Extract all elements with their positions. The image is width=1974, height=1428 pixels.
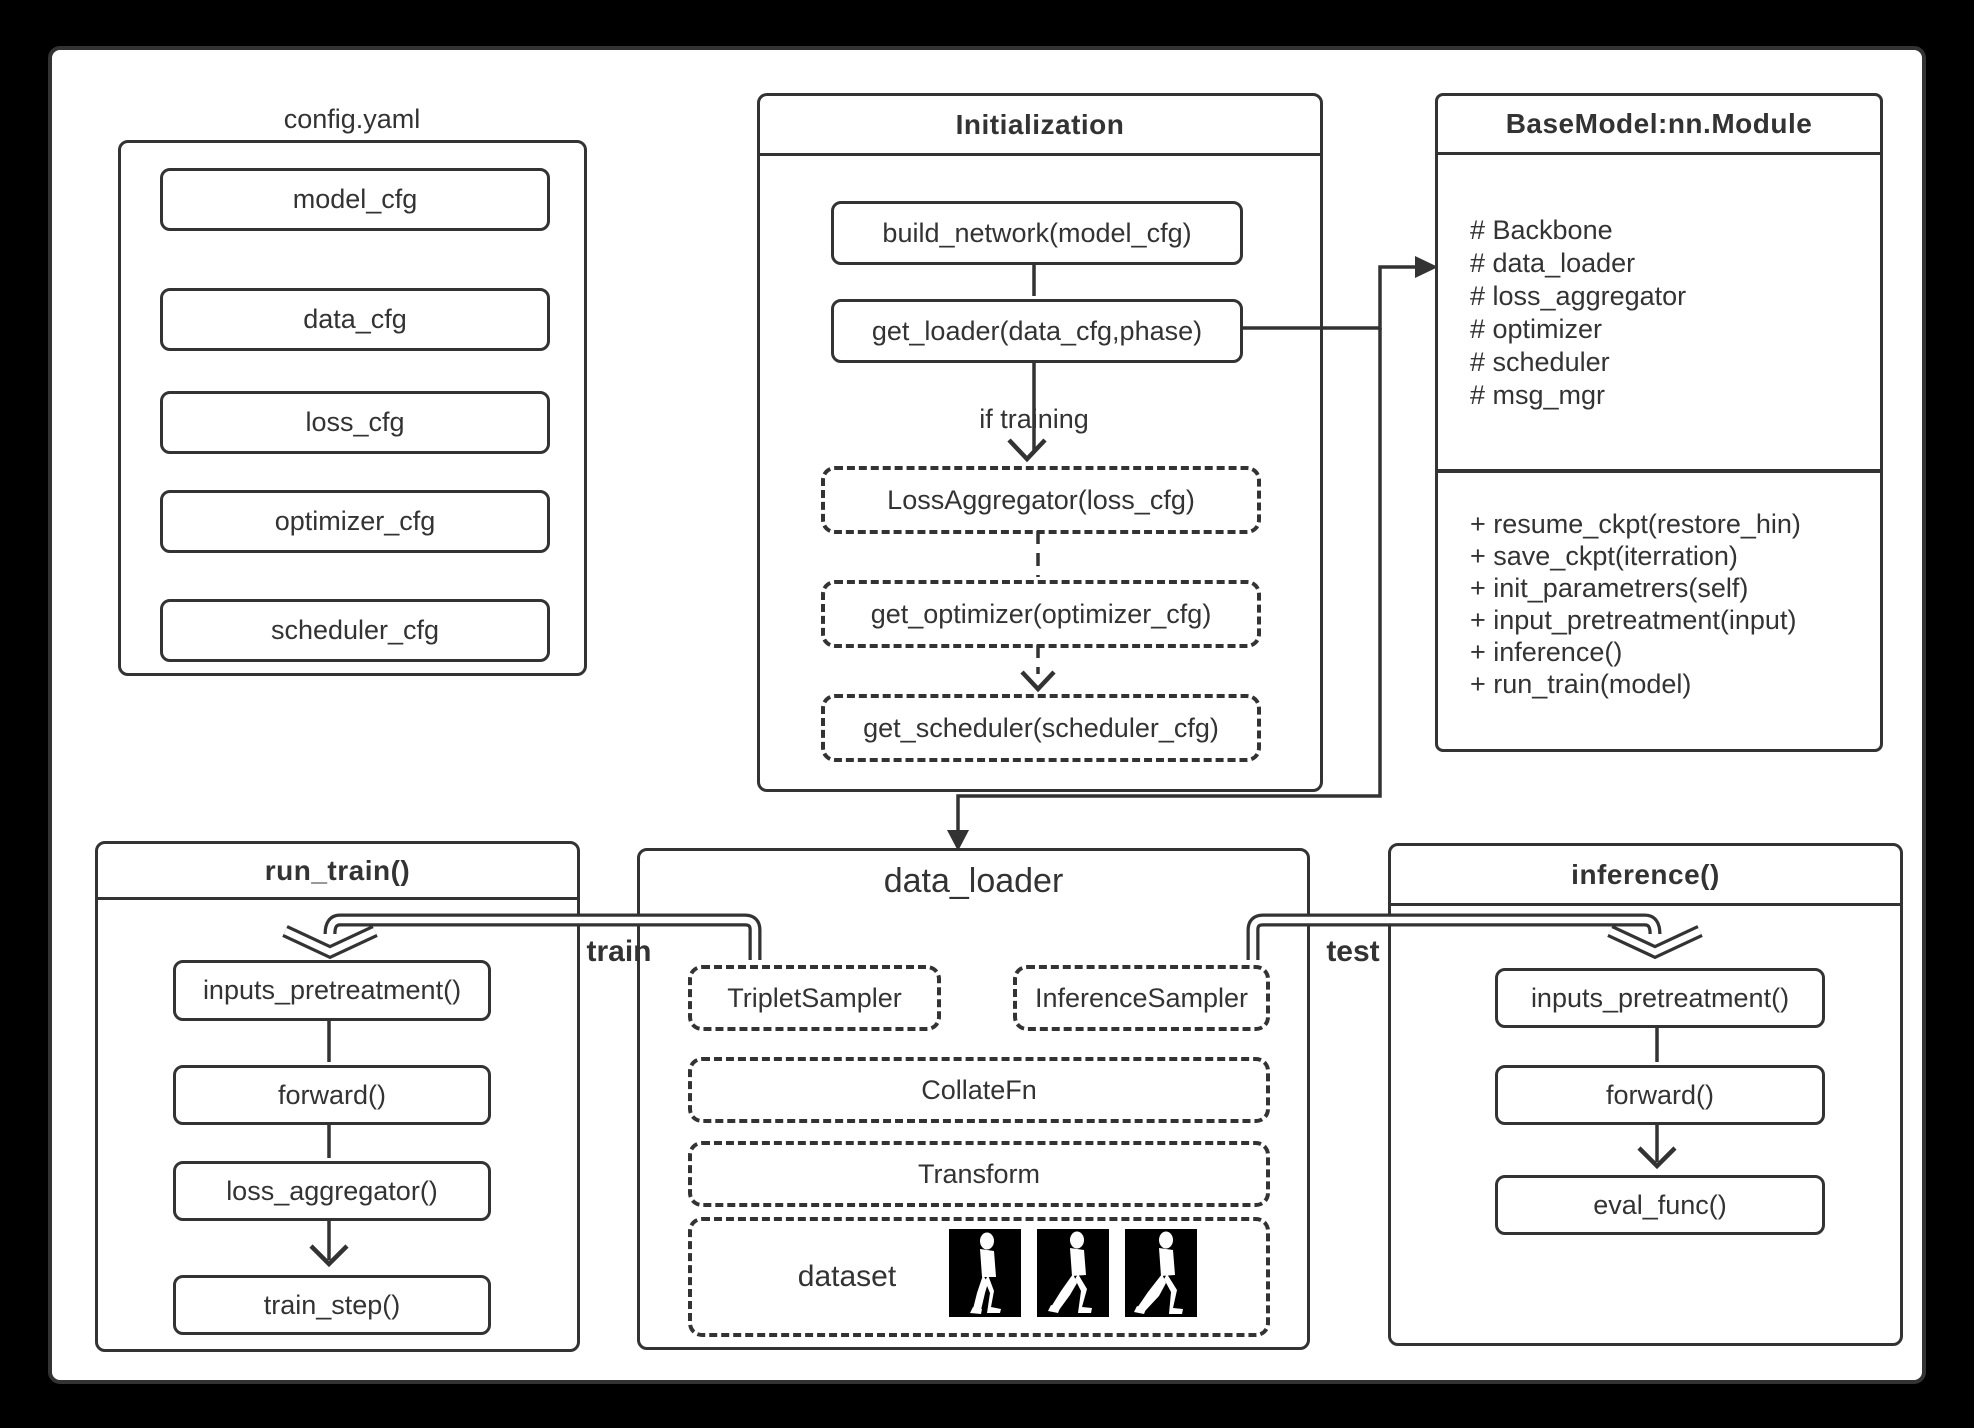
run-train-step-loss-aggregator: loss_aggregator() [173,1161,491,1221]
config-item-data-cfg: data_cfg [160,288,550,351]
gait-silhouette-frame-2 [1037,1229,1109,1317]
attr-scheduler: # scheduler [1470,347,1610,377]
method-init-parametrers: + init_parametrers(self) [1470,572,1749,603]
basemodel-panel [1435,93,1883,752]
run-train-title: run_train() [98,844,577,900]
triplet-sampler-box: TripletSampler [688,965,941,1031]
initialization-title: Initialization [760,96,1320,156]
config-item-model-cfg: model_cfg [160,168,550,231]
initialization-panel [757,93,1323,792]
inference-step-forward: forward() [1495,1065,1825,1125]
run-train-step-inputs-pretreatment: inputs_pretreatment() [173,960,491,1021]
attr-optimizer: # optimizer [1470,314,1603,344]
basemodel-section-divider [1438,469,1880,473]
basemodel-title: BaseModel:nn.Module [1438,96,1880,155]
step-get-loader: get_loader(data_cfg,phase) [831,299,1243,363]
step-loss-aggregator-init: LossAggregator(loss_cfg) [821,466,1261,534]
step-build-network: build_network(model_cfg) [831,201,1243,265]
gait-silhouette-frame-1 [949,1229,1021,1317]
basemodel-methods [1470,508,1801,700]
data-loader-title: data_loader [883,861,1064,900]
config-item-loss-cfg: loss_cfg [160,391,550,454]
step-get-optimizer: get_optimizer(optimizer_cfg) [821,580,1261,648]
method-inference: + inference() [1470,636,1623,667]
step-get-scheduler: get_scheduler(scheduler_cfg) [821,694,1261,762]
gait-silhouette-frame-3 [1125,1229,1197,1317]
attr-msg-mgr: # msg_mgr [1470,380,1606,410]
config-group-title: config.yaml [283,103,421,134]
method-input-pretreatment: + input_pretreatment(input) [1470,604,1797,635]
attr-data-loader: # data_loader [1470,248,1636,278]
run-train-panel [95,841,580,1352]
if-training-label: if training [979,403,1089,434]
inference-step-eval-func: eval_func() [1495,1175,1825,1235]
transform-box: Transform [688,1141,1270,1207]
config-item-optimizer-cfg: optimizer_cfg [160,490,550,553]
dataset-label: dataset [797,1260,897,1293]
inference-title: inference() [1391,846,1900,906]
run-train-step-train-step: train_step() [173,1275,491,1335]
attr-backbone: # Backbone [1470,215,1613,245]
inference-step-inputs-pretreatment: inputs_pretreatment() [1495,968,1825,1028]
basemodel-attributes [1470,214,1686,412]
test-edge-label: test [1326,935,1380,968]
train-edge-label: train [586,935,652,968]
config-item-scheduler-cfg: scheduler_cfg [160,599,550,662]
method-save-ckpt: + save_ckpt(iterration) [1470,540,1738,571]
attr-loss-aggregator: # loss_aggregator [1470,281,1687,311]
method-resume-ckpt: + resume_ckpt(restore_hin) [1470,508,1801,539]
method-run-train: + run_train(model) [1470,668,1692,699]
data-loader-panel [637,848,1310,1350]
dataset-box [688,1217,1270,1337]
run-train-step-forward: forward() [173,1065,491,1125]
inference-sampler-box: InferenceSampler [1013,965,1270,1031]
collatefn-box: CollateFn [688,1057,1270,1123]
inference-panel [1388,843,1903,1346]
config-group-box [118,140,587,676]
